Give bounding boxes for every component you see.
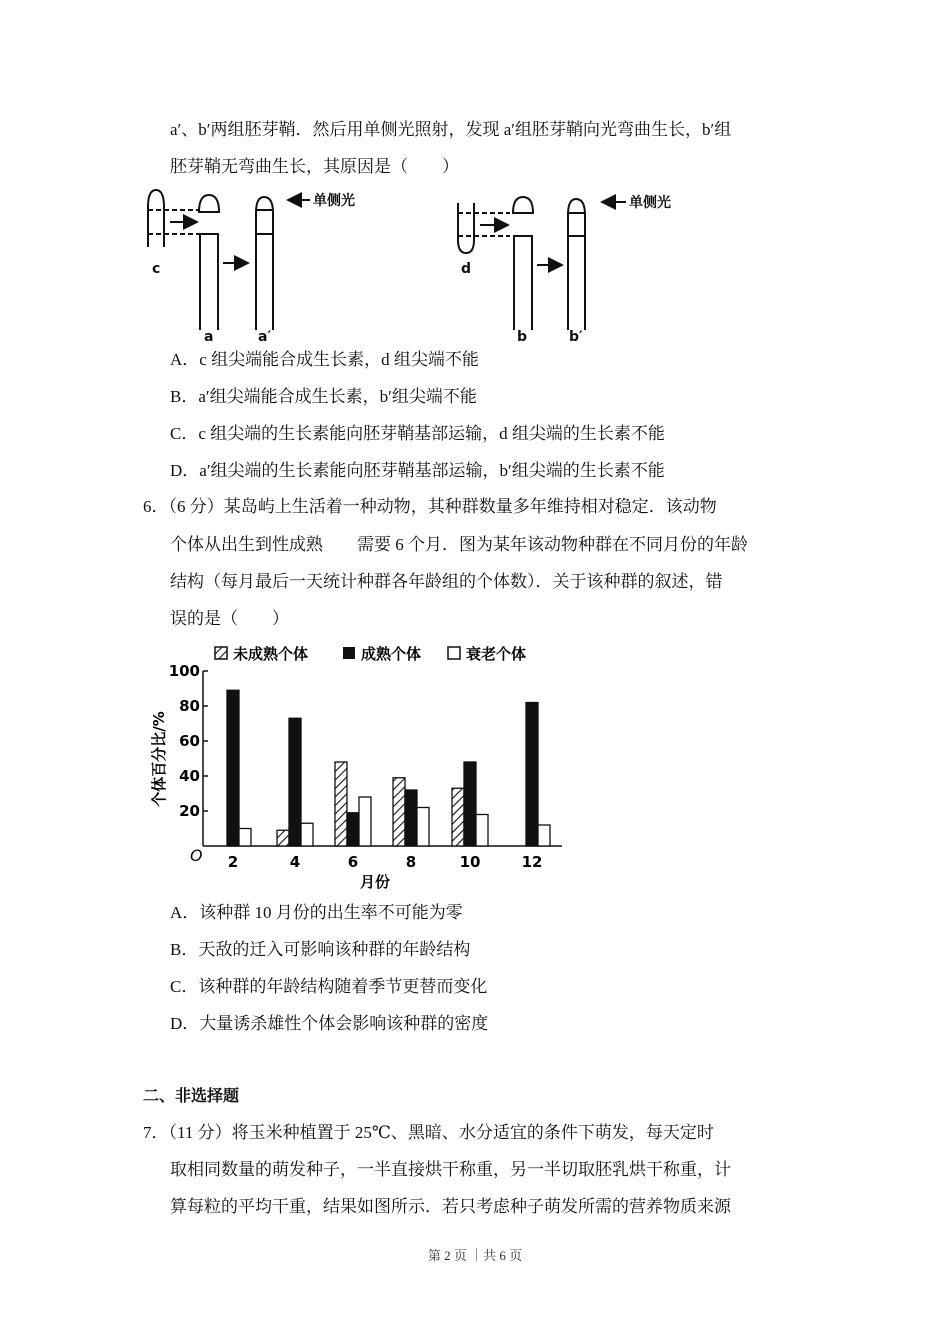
bar-hatched (452, 788, 464, 846)
legend-immature: 未成熟个体 (233, 645, 309, 663)
q6-option-c: C．该种群的年龄结构随着季节更替而变化 (170, 977, 488, 996)
y-tick-label: 100 (168, 662, 200, 680)
q6-text-line-2: 个体从出生到性成熟 需要 6 个月．图为某年该动物种群在不同月份的年龄 (170, 535, 748, 554)
origin-label: O (190, 846, 203, 865)
q7-text-line-3: 算每粒的平均干重，结果如图所示．若只考虑种子萌发所需的营养物质来源 (170, 1197, 731, 1216)
q5-option-d: D．a′组尖端的生长素能向胚芽鞘基部运输，b′组尖端的生长素不能 (170, 461, 665, 480)
q6-text-line-4: 误的是（ ） (170, 609, 289, 628)
bar-hatched (277, 830, 289, 846)
label-b: b (517, 329, 528, 345)
bar-solid-black (289, 718, 301, 846)
page-footer: 第 2 页 ｜共 6 页 (427, 1248, 523, 1263)
chart-legend (215, 645, 526, 663)
bar-solid-black (347, 813, 359, 846)
label-a-prime: a′ (258, 329, 272, 345)
x-tick-label: 10 (459, 853, 481, 871)
label-d: d (461, 261, 472, 277)
q6-option-b: B．天敌的迁入可影响该种群的年龄结构 (170, 940, 471, 959)
bar-hatched (335, 762, 347, 846)
light-label-right: 单侧光 (629, 195, 671, 211)
coleoptile-diagram (140, 185, 700, 345)
label-a: a (204, 329, 214, 345)
bar-solid-black (464, 762, 476, 846)
section-heading: 二、非选择题 (143, 1086, 240, 1105)
x-tick-label: 6 (347, 853, 359, 871)
bar-solid-black (405, 790, 417, 846)
y-axis-label: 个体百分比/% (150, 711, 168, 807)
bar-hatched (393, 778, 405, 846)
y-tick-label: 60 (179, 732, 200, 750)
y-tick-label: 20 (179, 802, 200, 820)
legend-senescent: 衰老个体 (466, 645, 527, 663)
q6-option-a: A．该种群 10 月份的出生率不可能为零 (170, 903, 463, 922)
legend-hatched-swatch (215, 647, 227, 659)
q6-text-line-1: 6．（6 分）某岛屿上生活着一种动物，其种群数量多年维持相对稳定．该动物 (143, 497, 717, 516)
y-tick-label: 80 (179, 697, 200, 715)
x-axis-label: 月份 (359, 873, 391, 891)
bar-solid-black (227, 690, 239, 846)
q7-text-line-1: 7．（11 分）将玉米种植置于 25℃、黑暗、水分适宜的条件下萌发，每天定时 (143, 1123, 714, 1142)
q5-option-b: B．a′组尖端能合成生长素，b′组尖端不能 (170, 387, 477, 406)
bar-solid-black (526, 703, 538, 847)
q7-text-line-2: 取相同数量的萌发种子，一半直接烘干称重，另一半切取胚乳烘干称重，计 (170, 1160, 731, 1179)
x-tick-label: 2 (227, 853, 239, 871)
legend-mature: 成熟个体 (361, 645, 422, 663)
q5-option-c: C．c 组尖端的生长素能向胚芽鞘基部运输，d 组尖端的生长素不能 (170, 424, 665, 443)
bar-white (476, 815, 488, 847)
light-label-left: 单侧光 (313, 193, 355, 209)
label-c: c (152, 261, 161, 277)
bar-white (359, 797, 371, 846)
bar-white (301, 823, 313, 846)
q5-text-line-1: a′、b′两组胚芽鞘．然后用单侧光照射，发现 a′组胚芽鞘向光弯曲生长，b′组 (170, 120, 732, 139)
bar-white (538, 825, 550, 846)
x-tick-label: 8 (405, 853, 417, 871)
q5-option-a: A．c 组尖端能合成生长素，d 组尖端不能 (170, 350, 479, 369)
x-tick-label: 12 (521, 853, 543, 871)
q6-text-line-3: 结构（每月最后一天统计种群各年龄组的个体数）．关于该种群的叙述，错 (170, 572, 723, 591)
bar-white (417, 808, 429, 847)
bar-white (239, 829, 251, 847)
legend-white-swatch (448, 647, 460, 659)
legend-solid-swatch (343, 647, 355, 659)
y-tick-label: 40 (179, 767, 200, 785)
q6-option-d: D．大量诱杀雄性个体会影响该种群的密度 (170, 1014, 489, 1033)
x-tick-label: 4 (289, 853, 301, 871)
label-b-prime: b′ (569, 329, 583, 345)
age-structure-bar-chart (140, 635, 570, 895)
q5-text-line-2: 胚芽鞘无弯曲生长，其原因是（ ） (170, 157, 459, 176)
